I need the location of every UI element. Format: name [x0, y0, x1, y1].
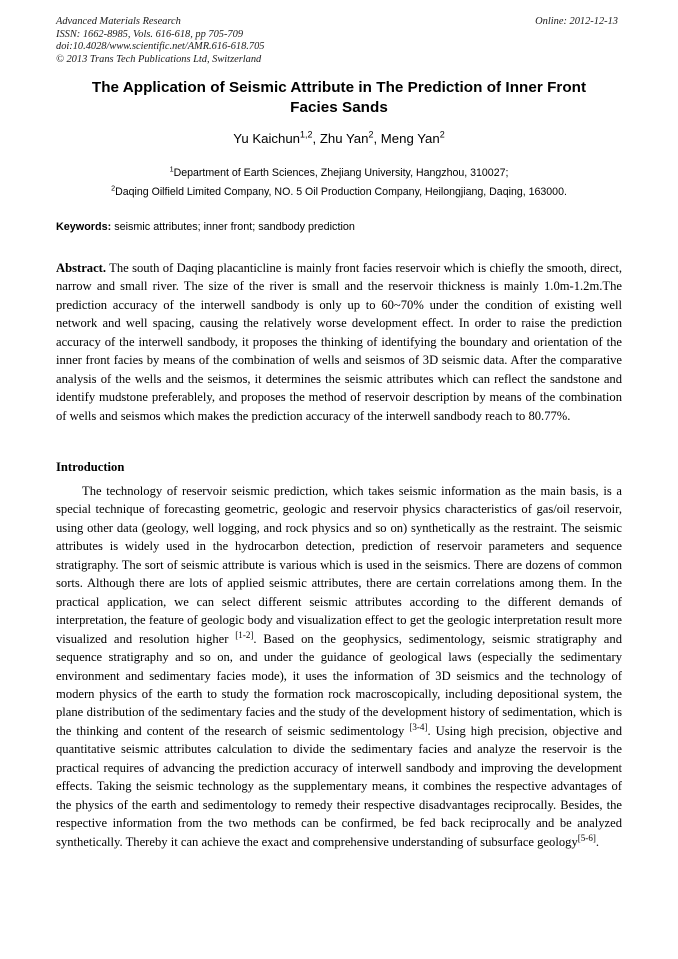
- citation-reference: [1-2]: [235, 629, 254, 640]
- introduction-body: [56, 482, 622, 851]
- keywords-label: Keywords:: [56, 221, 112, 233]
- affiliation-list: [36, 164, 642, 202]
- keywords-section: [56, 220, 622, 235]
- author-entry: [233, 131, 320, 146]
- affiliation-text: Department of Earth Sciences, Zhejiang University, Hangzhou, 310027;: [173, 167, 509, 179]
- author-entry: [381, 131, 445, 146]
- author-name: Zhu Yan: [319, 131, 369, 146]
- author-affiliation-marker: 2: [368, 129, 374, 140]
- online-publication-date: Online: 2012-12-13: [535, 16, 618, 27]
- abstract-label: Abstract.: [56, 261, 107, 275]
- journal-name: Advanced Materials Research: [56, 16, 181, 27]
- introduction-paragraph-part: The technology of reservoir seismic prediction, which takes seismic information as the main basis, is a special technique of forecasting geometric, geologic and reservoir physics characteristics of gas/oil reservoir, using other data (geology, well logging, and rock physics and so on) synthetically as the restraint. The seismic attributes is widely used in the hydrocarbon detection, prediction of reservoir parameters and sequence stratigraphy. The sort of seismic attribute is various which is used in the seismics. There are dozens of common sorts. Although there are lots of applied seismic attributes, there are certain correlations among them. In the practical application, we can select different seismic attributes according to the different demands of interpretation, the feature of geologic body and visualization effect to get the geologic interpretation result more visualized and resolution higher: [56, 484, 622, 646]
- paper-title: The Application of Seismic Attribute in The Prediction of Inner Front Facies Sands: [91, 79, 587, 116]
- introduction-paragraph-part: . Based on the geophysics, sedimentology, seismic stratigraphy and sequence stratigraphy and so on, and under the guidance of geological laws (especially the sedimentary environment and sedimentary facies mode), it uses the information of 3D seismics and the technology of modern physics of the earth to study the formation rock macroscopically, including depositional system, the plane distribution of the sedimentary facies and the study of the development history of sedimentation, which is the thinking and content of the research of seismic sedimentology: [56, 631, 622, 738]
- author-affiliation-marker: 2: [439, 129, 445, 140]
- introduction-heading: Introduction: [56, 460, 125, 474]
- author-name: Yu Kaichun: [233, 131, 301, 146]
- affiliation-item: [36, 183, 642, 202]
- affiliation-marker: 1: [169, 164, 174, 174]
- citation-reference: [3-4]: [409, 721, 428, 732]
- citation-reference: [5-6]: [577, 832, 596, 843]
- author-affiliation-marker: 1,2: [300, 129, 313, 140]
- author-separator: ,: [373, 131, 381, 146]
- doi-line: doi:10.4028/www.scientific.net/AMR.616-618.705: [56, 41, 265, 53]
- abstract-section: [56, 259, 622, 425]
- affiliation-text: Daqing Oilfield Limited Company, NO. 5 Oil Production Company, Heilongjiang, Daqing, 163000.: [115, 186, 567, 198]
- affiliation-item: [36, 164, 642, 183]
- keywords-value: seismic attributes; inner front; sandbody prediction: [114, 221, 355, 233]
- abstract-text: The south of Daqing placanticline is mainly front facies reservoir which is chiefly the smooth, direct, narrow and small river. The size of the river is small and the reservoir thickness is mainly 1.0m-1.2m.The prediction accuracy of the interwell sandbody is only up to 60~70% under the condition of existing well network and well spacing, causing the relatively worse development effect. In order to raise the prediction accuracy of the interwell sandbody, it proposes the thinking of identifying the boundary and orientation of the inner front facies by means of the combination of wells and seismos of 3D seismic data. After the comparative analysis of the wells and the seismos, it determines the seismic attributes which can reflect the sandstone and identify mudstone preferablely, and proposes the method of reservoir description by means of the combination of wells and seismos which makes the prediction accuracy of the interwell sandbody reach to 80.77%.: [56, 261, 622, 423]
- copyright-line: © 2013 Trans Tech Publications Ltd, Switzerland: [56, 53, 262, 65]
- issn-volume-pages: ISSN: 1662-8985, Vols. 616-618, pp 705-709: [56, 28, 244, 40]
- introduction-paragraph-part: .: [595, 834, 600, 849]
- affiliation-marker: 2: [111, 183, 116, 193]
- introduction-paragraph-part: . Using high precision, objective and quantitative seismic attributes calculation to divide the sedimentary facies and analyze the reservoir is the practical requires of advancing the prediction accuracy of interwell sandbody and improving the development effects. Taking the seismic technology as the supplementary means, it combines the respective advantages of the physics of the earth and sedimentology to remedy their respective disadvantages reciprocally. Besides, the respective information from the two methods can be confirmed, be fed back reciprocally and be analyzed synthetically. Thereby it can achieve the exact and comprehensive understanding of subsurface geology: [56, 723, 622, 849]
- author-entry: [320, 131, 381, 146]
- journal-header-top-row: [56, 16, 622, 29]
- author-separator: ,: [312, 131, 320, 146]
- author-list: [56, 130, 622, 148]
- journal-header: [56, 16, 622, 66]
- author-name: Meng Yan: [380, 131, 440, 146]
